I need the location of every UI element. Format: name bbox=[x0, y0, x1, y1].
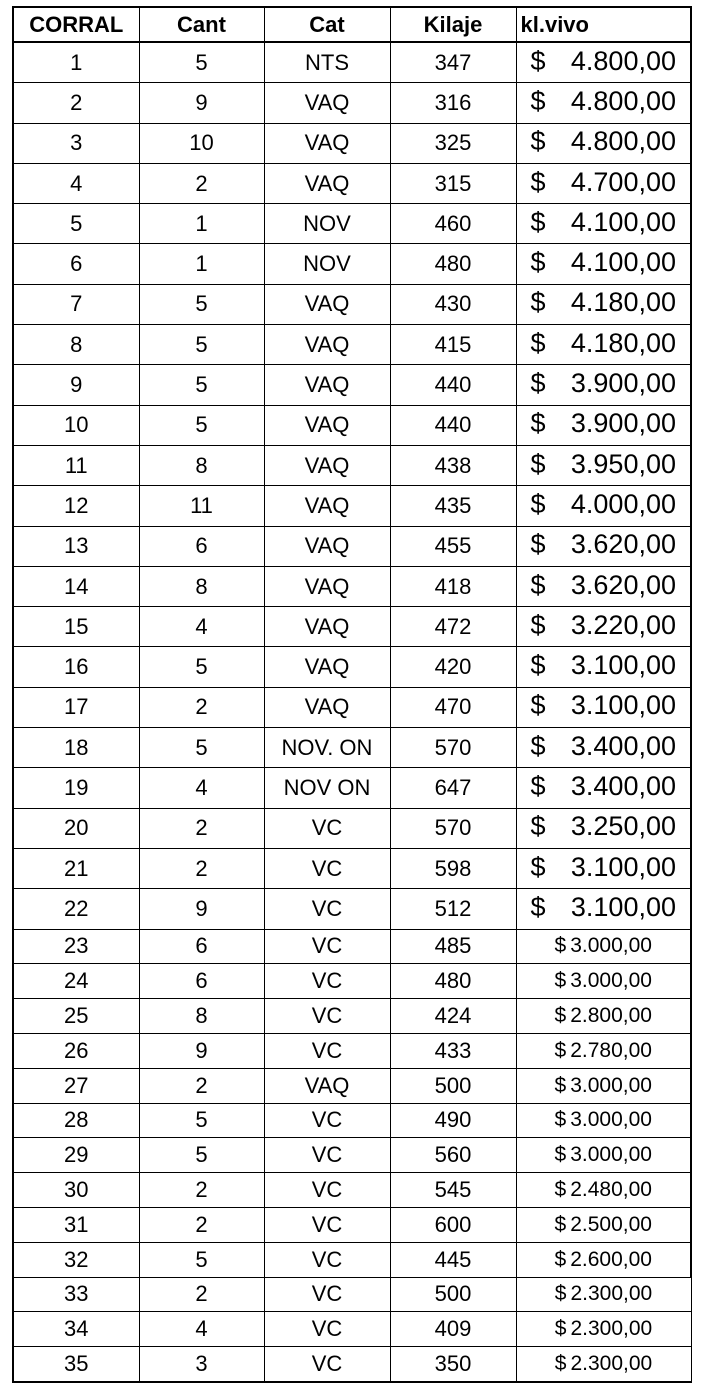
currency-symbol: $ bbox=[554, 1143, 567, 1167]
cell-kilaje[interactable]: 325 bbox=[390, 123, 516, 163]
cell-cant[interactable]: 5 bbox=[139, 1138, 264, 1173]
currency-symbol: $ bbox=[554, 1178, 567, 1201]
cell-kilaje[interactable]: 472 bbox=[390, 607, 516, 647]
currency-symbol: $ bbox=[530, 609, 546, 640]
cell-kl-vivo[interactable] bbox=[516, 405, 691, 445]
price-amount: 3.000,00 bbox=[570, 1143, 652, 1167]
price-amount: 2.480,00 bbox=[570, 1178, 652, 1201]
cell-corral[interactable]: 17 bbox=[13, 687, 139, 727]
cell-kilaje[interactable]: 440 bbox=[390, 405, 516, 445]
cell-kl-vivo[interactable] bbox=[516, 325, 691, 365]
cell-kl-vivo[interactable] bbox=[516, 728, 691, 768]
cell-cat[interactable]: VAQ bbox=[264, 445, 390, 485]
cell-cant[interactable]: 5 bbox=[139, 284, 264, 324]
table-row bbox=[13, 647, 691, 687]
cell-kl-vivo[interactable] bbox=[516, 768, 691, 808]
table-body bbox=[13, 42, 691, 1382]
currency-symbol: $ bbox=[530, 85, 546, 116]
currency-symbol: $ bbox=[530, 408, 546, 439]
cell-kilaje[interactable]: 560 bbox=[390, 1138, 516, 1173]
cell-cat[interactable]: VAQ bbox=[264, 607, 390, 647]
currency-symbol: $ bbox=[530, 367, 546, 398]
cell-cat[interactable]: VAQ bbox=[264, 365, 390, 405]
table-row bbox=[13, 1277, 691, 1312]
cell-cat[interactable]: VC bbox=[264, 1173, 390, 1208]
table-row bbox=[13, 365, 691, 405]
cell-cat[interactable]: VC bbox=[264, 1033, 390, 1068]
cell-kilaje[interactable]: 418 bbox=[390, 566, 516, 606]
header-cat[interactable]: Cat bbox=[264, 7, 390, 42]
cell-kilaje[interactable]: 460 bbox=[390, 204, 516, 244]
cell-kl-vivo[interactable] bbox=[516, 204, 691, 244]
cell-cant[interactable]: 2 bbox=[139, 1068, 264, 1103]
price-amount: 3.400,00 bbox=[570, 730, 676, 761]
cell-kl-vivo[interactable] bbox=[516, 1207, 691, 1242]
cell-cat[interactable]: VC bbox=[264, 1312, 390, 1347]
cell-kl-vivo[interactable] bbox=[516, 1242, 691, 1277]
currency-symbol: $ bbox=[530, 488, 546, 519]
table-row bbox=[13, 486, 691, 526]
currency-symbol: $ bbox=[530, 287, 546, 318]
price-amount: 4.800,00 bbox=[570, 85, 676, 116]
cell-kl-vivo[interactable] bbox=[516, 1173, 691, 1208]
cell-kl-vivo[interactable] bbox=[516, 687, 691, 727]
table-row bbox=[13, 808, 691, 848]
cell-kilaje[interactable]: 500 bbox=[390, 1068, 516, 1103]
cell-corral[interactable]: 33 bbox=[13, 1277, 139, 1312]
currency-symbol: $ bbox=[554, 1004, 567, 1028]
header-kilaje[interactable]: Kilaje bbox=[390, 7, 516, 42]
cell-cat[interactable]: VAQ bbox=[264, 647, 390, 687]
cell-corral[interactable]: 13 bbox=[13, 526, 139, 566]
cell-corral[interactable]: 25 bbox=[13, 999, 139, 1034]
cell-cat[interactable]: NOV bbox=[264, 244, 390, 284]
cell-corral[interactable]: 24 bbox=[13, 964, 139, 999]
cell-corral[interactable]: 1 bbox=[13, 42, 139, 83]
cell-corral[interactable]: 5 bbox=[13, 204, 139, 244]
cell-kilaje[interactable]: 485 bbox=[390, 929, 516, 964]
price-amount: 2.800,00 bbox=[570, 1004, 652, 1028]
cell-corral[interactable]: 9 bbox=[13, 365, 139, 405]
table-header bbox=[13, 7, 691, 42]
table-row bbox=[13, 1033, 691, 1068]
corral-price-table bbox=[12, 6, 692, 1383]
cell-kilaje[interactable]: 415 bbox=[390, 325, 516, 365]
cell-kl-vivo[interactable] bbox=[516, 83, 691, 123]
cell-kl-vivo[interactable] bbox=[516, 808, 691, 848]
cell-kl-vivo[interactable] bbox=[516, 1312, 691, 1347]
price-amount: 3.620,00 bbox=[570, 529, 676, 560]
table-row bbox=[13, 42, 691, 83]
price-amount: 3.000,00 bbox=[570, 1108, 652, 1132]
cell-cat[interactable]: VAQ bbox=[264, 1068, 390, 1103]
cell-cant[interactable]: 9 bbox=[139, 889, 264, 929]
cell-corral[interactable]: 19 bbox=[13, 768, 139, 808]
cell-cant[interactable]: 8 bbox=[139, 445, 264, 485]
cell-cat[interactable]: NOV ON bbox=[264, 768, 390, 808]
cell-kilaje[interactable]: 440 bbox=[390, 365, 516, 405]
table-row bbox=[13, 1207, 691, 1242]
cell-corral[interactable]: 12 bbox=[13, 486, 139, 526]
cell-kilaje[interactable]: 409 bbox=[390, 1312, 516, 1347]
cell-kilaje[interactable]: 545 bbox=[390, 1173, 516, 1208]
currency-symbol: $ bbox=[530, 206, 546, 237]
cell-corral[interactable]: 10 bbox=[13, 405, 139, 445]
currency-symbol: $ bbox=[530, 851, 546, 882]
currency-symbol: $ bbox=[530, 529, 546, 560]
cell-cat[interactable]: VAQ bbox=[264, 405, 390, 445]
cell-corral[interactable]: 26 bbox=[13, 1033, 139, 1068]
cell-cat[interactable]: VC bbox=[264, 1138, 390, 1173]
cell-kilaje[interactable]: 420 bbox=[390, 647, 516, 687]
price-amount: 2.300,00 bbox=[570, 1317, 653, 1341]
cell-cat[interactable]: NOV bbox=[264, 204, 390, 244]
cell-cat[interactable]: VC bbox=[264, 929, 390, 964]
currency-symbol: $ bbox=[530, 126, 546, 157]
cell-kl-vivo[interactable] bbox=[516, 1138, 691, 1173]
cell-cant[interactable]: 5 bbox=[139, 728, 264, 768]
price-amount: 3.000,00 bbox=[570, 969, 652, 993]
cell-corral[interactable]: 20 bbox=[13, 808, 139, 848]
cell-cat[interactable]: VC bbox=[264, 1103, 390, 1138]
currency-symbol: $ bbox=[530, 327, 546, 358]
price-amount: 4.000,00 bbox=[570, 488, 676, 519]
table-row bbox=[13, 607, 691, 647]
table-row bbox=[13, 848, 691, 888]
cell-cant[interactable]: 2 bbox=[139, 1173, 264, 1208]
cell-kilaje[interactable]: 438 bbox=[390, 445, 516, 485]
price-amount: 4.180,00 bbox=[570, 287, 676, 318]
price-amount: 3.100,00 bbox=[570, 851, 676, 882]
cell-kilaje[interactable]: 490 bbox=[390, 1103, 516, 1138]
price-amount: 3.900,00 bbox=[570, 367, 676, 398]
cell-cat[interactable]: VAQ bbox=[264, 325, 390, 365]
table-row bbox=[13, 163, 691, 203]
price-amount: 4.800,00 bbox=[570, 45, 676, 76]
cell-corral[interactable]: 4 bbox=[13, 163, 139, 203]
cell-cant[interactable]: 6 bbox=[139, 526, 264, 566]
cell-corral[interactable]: 6 bbox=[13, 244, 139, 284]
cell-kl-vivo[interactable] bbox=[516, 607, 691, 647]
currency-symbol: $ bbox=[530, 690, 546, 721]
price-amount: 3.000,00 bbox=[570, 934, 652, 958]
cell-cat[interactable]: VC bbox=[264, 999, 390, 1034]
cell-kl-vivo[interactable] bbox=[516, 486, 691, 526]
cell-kilaje[interactable]: 315 bbox=[390, 163, 516, 203]
cell-corral[interactable]: 18 bbox=[13, 728, 139, 768]
table-row bbox=[13, 284, 691, 324]
price-amount: 3.000,00 bbox=[570, 1073, 652, 1097]
cell-cat[interactable]: VAQ bbox=[264, 566, 390, 606]
cell-kl-vivo[interactable] bbox=[516, 244, 691, 284]
cell-kl-vivo[interactable] bbox=[516, 123, 691, 163]
price-amount: 2.500,00 bbox=[570, 1212, 652, 1236]
cell-corral[interactable]: 7 bbox=[13, 284, 139, 324]
cell-cant[interactable]: 8 bbox=[139, 999, 264, 1034]
cell-cant[interactable]: 2 bbox=[139, 1207, 264, 1242]
cell-corral[interactable]: 3 bbox=[13, 123, 139, 163]
cell-cant[interactable]: 9 bbox=[139, 83, 264, 123]
currency-symbol: $ bbox=[554, 1108, 567, 1132]
cell-corral[interactable]: 35 bbox=[13, 1347, 139, 1382]
cell-cant[interactable]: 10 bbox=[139, 123, 264, 163]
cell-cant[interactable]: 2 bbox=[139, 1277, 264, 1312]
table-row bbox=[13, 244, 691, 284]
cell-corral[interactable]: 31 bbox=[13, 1207, 139, 1242]
header-corral[interactable]: CORRAL bbox=[13, 7, 139, 42]
cell-cat[interactable]: VAQ bbox=[264, 83, 390, 123]
cell-cant[interactable]: 4 bbox=[139, 768, 264, 808]
cell-cant[interactable]: 1 bbox=[139, 204, 264, 244]
currency-symbol: $ bbox=[554, 1282, 567, 1306]
header-kl-vivo[interactable]: kl.vivo bbox=[516, 7, 691, 42]
cell-cant[interactable]: 5 bbox=[139, 1103, 264, 1138]
cell-corral[interactable]: 34 bbox=[13, 1312, 139, 1347]
table-row bbox=[13, 204, 691, 244]
table-row bbox=[13, 768, 691, 808]
currency-symbol: $ bbox=[554, 1247, 567, 1271]
currency-symbol: $ bbox=[530, 45, 546, 76]
cell-cat[interactable]: VAQ bbox=[264, 486, 390, 526]
table-row bbox=[13, 325, 691, 365]
price-amount: 3.900,00 bbox=[570, 408, 676, 439]
cell-corral[interactable]: 27 bbox=[13, 1068, 139, 1103]
cell-corral[interactable]: 21 bbox=[13, 848, 139, 888]
currency-symbol: $ bbox=[530, 569, 546, 600]
cell-cat[interactable]: VAQ bbox=[264, 163, 390, 203]
currency-symbol: $ bbox=[530, 891, 546, 922]
currency-symbol: $ bbox=[530, 730, 546, 761]
price-amount: 2.780,00 bbox=[570, 1038, 652, 1062]
cell-corral[interactable]: 28 bbox=[13, 1103, 139, 1138]
table-row bbox=[13, 728, 691, 768]
cell-kl-vivo[interactable] bbox=[516, 42, 691, 83]
price-amount: 2.300,00 bbox=[570, 1351, 653, 1375]
cell-cat[interactable]: VC bbox=[264, 1277, 390, 1312]
currency-symbol: $ bbox=[554, 1073, 567, 1097]
cell-kilaje[interactable]: 430 bbox=[390, 284, 516, 324]
table-row bbox=[13, 1312, 691, 1347]
cell-kl-vivo[interactable] bbox=[516, 1277, 691, 1312]
header-cant[interactable]: Cant bbox=[139, 7, 264, 42]
cell-corral[interactable]: 30 bbox=[13, 1173, 139, 1208]
table-row bbox=[13, 999, 691, 1034]
cell-cant[interactable]: 6 bbox=[139, 929, 264, 964]
cell-kl-vivo[interactable] bbox=[516, 889, 691, 929]
cell-corral[interactable]: 11 bbox=[13, 445, 139, 485]
price-amount: 4.800,00 bbox=[570, 126, 676, 157]
currency-symbol: $ bbox=[530, 166, 546, 197]
cell-kl-vivo[interactable] bbox=[516, 1347, 691, 1382]
cell-cat[interactable]: VC bbox=[264, 889, 390, 929]
cell-corral[interactable]: 16 bbox=[13, 647, 139, 687]
cell-kilaje[interactable]: 600 bbox=[390, 1207, 516, 1242]
cell-kl-vivo[interactable] bbox=[516, 929, 691, 964]
cell-cant[interactable]: 5 bbox=[139, 325, 264, 365]
price-amount: 4.700,00 bbox=[570, 166, 676, 197]
cell-kilaje[interactable]: 500 bbox=[390, 1277, 516, 1312]
cell-cat[interactable]: VC bbox=[264, 1207, 390, 1242]
cell-cant[interactable]: 2 bbox=[139, 163, 264, 203]
price-amount: 3.400,00 bbox=[570, 770, 676, 801]
table-row bbox=[13, 929, 691, 964]
cell-cant[interactable]: 2 bbox=[139, 687, 264, 727]
cell-kl-vivo[interactable] bbox=[516, 163, 691, 203]
cell-corral[interactable]: 29 bbox=[13, 1138, 139, 1173]
cell-corral[interactable]: 15 bbox=[13, 607, 139, 647]
cell-corral[interactable]: 8 bbox=[13, 325, 139, 365]
cell-kl-vivo[interactable] bbox=[516, 999, 691, 1034]
cell-kilaje[interactable]: 480 bbox=[390, 244, 516, 284]
cell-kl-vivo[interactable] bbox=[516, 1033, 691, 1068]
cell-kilaje[interactable]: 350 bbox=[390, 1347, 516, 1382]
table-row bbox=[13, 1138, 691, 1173]
cell-kilaje[interactable]: 424 bbox=[390, 999, 516, 1034]
table-row bbox=[13, 526, 691, 566]
cell-kl-vivo[interactable] bbox=[516, 526, 691, 566]
currency-symbol: $ bbox=[554, 934, 567, 958]
price-amount: 3.100,00 bbox=[570, 891, 676, 922]
currency-symbol: $ bbox=[554, 1351, 567, 1375]
cell-cant[interactable]: 5 bbox=[139, 405, 264, 445]
cell-cant[interactable]: 5 bbox=[139, 42, 264, 83]
price-amount: 4.100,00 bbox=[570, 206, 676, 237]
cell-cat[interactable]: VAQ bbox=[264, 123, 390, 163]
price-amount: 2.600,00 bbox=[570, 1247, 652, 1271]
cell-kilaje[interactable]: 455 bbox=[390, 526, 516, 566]
price-amount: 3.100,00 bbox=[570, 650, 676, 681]
cell-cant[interactable]: 6 bbox=[139, 964, 264, 999]
table-row bbox=[13, 687, 691, 727]
cell-kilaje[interactable]: 435 bbox=[390, 486, 516, 526]
cell-cant[interactable]: 4 bbox=[139, 1312, 264, 1347]
currency-symbol: $ bbox=[554, 1212, 567, 1236]
cell-kl-vivo[interactable] bbox=[516, 566, 691, 606]
cell-kl-vivo[interactable] bbox=[516, 445, 691, 485]
currency-symbol: $ bbox=[530, 770, 546, 801]
cell-kilaje[interactable]: 445 bbox=[390, 1242, 516, 1277]
cell-kilaje[interactable]: 480 bbox=[390, 964, 516, 999]
cell-cat[interactable]: VC bbox=[264, 808, 390, 848]
header-row bbox=[13, 7, 691, 42]
cell-kilaje[interactable]: 598 bbox=[390, 848, 516, 888]
price-amount: 3.620,00 bbox=[570, 569, 676, 600]
cell-cat[interactable]: VC bbox=[264, 848, 390, 888]
price-amount: 3.100,00 bbox=[570, 690, 676, 721]
price-amount: 4.100,00 bbox=[570, 247, 676, 278]
cell-kilaje[interactable]: 433 bbox=[390, 1033, 516, 1068]
cell-cant[interactable]: 4 bbox=[139, 607, 264, 647]
cell-cant[interactable]: 5 bbox=[139, 647, 264, 687]
cell-cant[interactable]: 9 bbox=[139, 1033, 264, 1068]
cell-kilaje[interactable]: 316 bbox=[390, 83, 516, 123]
table-row bbox=[13, 1347, 691, 1382]
table-row bbox=[13, 566, 691, 606]
table-row bbox=[13, 83, 691, 123]
table-row bbox=[13, 889, 691, 929]
cell-cat[interactable]: NOV. ON bbox=[264, 728, 390, 768]
cell-cat[interactable]: NTS bbox=[264, 42, 390, 83]
cell-cat[interactable]: VAQ bbox=[264, 284, 390, 324]
price-amount: 4.180,00 bbox=[570, 327, 676, 358]
cell-kilaje[interactable]: 470 bbox=[390, 687, 516, 727]
currency-symbol: $ bbox=[530, 247, 546, 278]
table-row bbox=[13, 445, 691, 485]
cell-kl-vivo[interactable] bbox=[516, 848, 691, 888]
cell-kilaje[interactable]: 512 bbox=[390, 889, 516, 929]
currency-symbol: $ bbox=[530, 448, 546, 479]
table-row bbox=[13, 964, 691, 999]
cell-kilaje[interactable]: 647 bbox=[390, 768, 516, 808]
table-row bbox=[13, 1242, 691, 1277]
cell-cant[interactable]: 2 bbox=[139, 808, 264, 848]
cell-cant[interactable]: 8 bbox=[139, 566, 264, 606]
cell-kilaje[interactable]: 347 bbox=[390, 42, 516, 83]
price-amount: 3.250,00 bbox=[570, 811, 676, 842]
currency-symbol: $ bbox=[530, 650, 546, 681]
cell-cant[interactable]: 3 bbox=[139, 1347, 264, 1382]
price-amount: 2.300,00 bbox=[570, 1282, 653, 1306]
cell-cant[interactable]: 11 bbox=[139, 486, 264, 526]
cell-corral[interactable]: 32 bbox=[13, 1242, 139, 1277]
table-row bbox=[13, 405, 691, 445]
price-amount: 3.950,00 bbox=[570, 448, 676, 479]
cell-cat[interactable]: VC bbox=[264, 1347, 390, 1382]
cell-cat[interactable]: VAQ bbox=[264, 687, 390, 727]
table-row bbox=[13, 1173, 691, 1208]
cell-cat[interactable]: VC bbox=[264, 964, 390, 999]
cell-kl-vivo[interactable] bbox=[516, 1068, 691, 1103]
currency-symbol: $ bbox=[554, 1317, 567, 1341]
cell-cat[interactable]: VAQ bbox=[264, 526, 390, 566]
cell-kilaje[interactable]: 570 bbox=[390, 728, 516, 768]
cell-corral[interactable]: 23 bbox=[13, 929, 139, 964]
cell-kl-vivo[interactable] bbox=[516, 964, 691, 999]
cell-kilaje[interactable]: 570 bbox=[390, 808, 516, 848]
currency-symbol: $ bbox=[554, 969, 567, 993]
cell-kl-vivo[interactable] bbox=[516, 365, 691, 405]
cell-cat[interactable]: VC bbox=[264, 1242, 390, 1277]
currency-symbol: $ bbox=[554, 1038, 567, 1062]
table-row bbox=[13, 123, 691, 163]
cell-cant[interactable]: 1 bbox=[139, 244, 264, 284]
cell-corral[interactable]: 2 bbox=[13, 83, 139, 123]
cell-cant[interactable]: 5 bbox=[139, 365, 264, 405]
cell-cant[interactable]: 2 bbox=[139, 848, 264, 888]
cell-kl-vivo[interactable] bbox=[516, 647, 691, 687]
price-amount: 3.220,00 bbox=[570, 609, 676, 640]
cell-kl-vivo[interactable] bbox=[516, 1103, 691, 1138]
cell-cant[interactable]: 5 bbox=[139, 1242, 264, 1277]
cell-kl-vivo[interactable] bbox=[516, 284, 691, 324]
table-row bbox=[13, 1068, 691, 1103]
currency-symbol: $ bbox=[530, 811, 546, 842]
table-row bbox=[13, 1103, 691, 1138]
cell-corral[interactable]: 14 bbox=[13, 566, 139, 606]
cell-corral[interactable]: 22 bbox=[13, 889, 139, 929]
